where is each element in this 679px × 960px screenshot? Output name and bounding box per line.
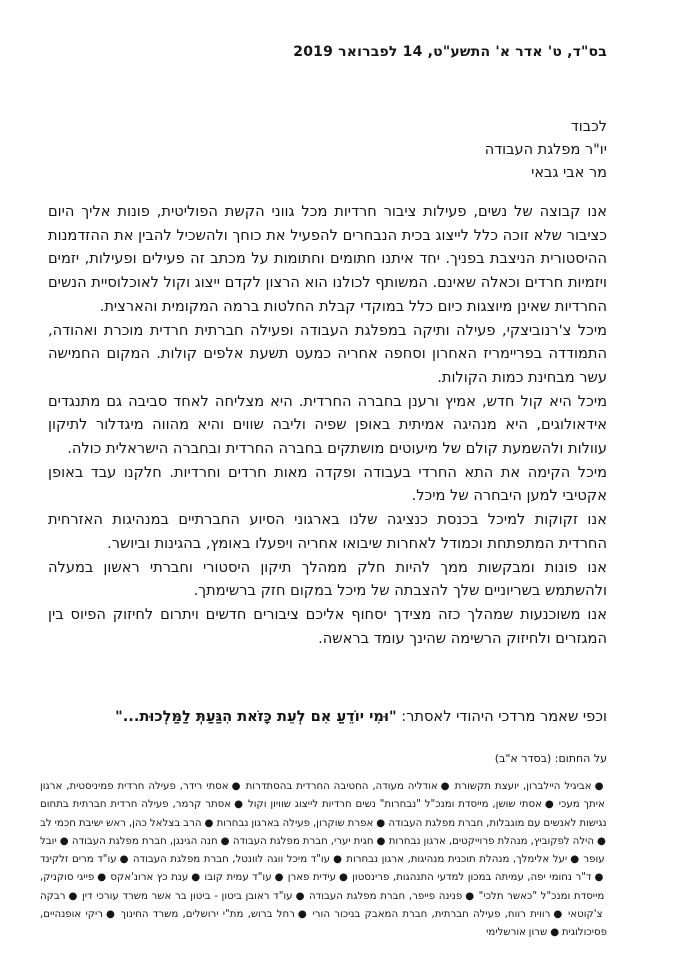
bullet-dot: ● [376,835,386,847]
signatory-item: שרון אורשלימי [486,927,548,939]
body-paragraph: מיכל הקימה את התא החרדי בעבודה ופקדה מאות חרדים וחרדיות. חלקנו עבד באופן אקטיבי למען היבחרה של מיכל. [48,463,607,505]
bullet-dot: ● [553,909,564,921]
signatories-list [40,778,607,943]
signatory-item: יובל עופר [40,835,605,866]
bullet-dot: ● [295,890,306,902]
body-paragraph: אנו זקוקות למיכל בכנסת כנציגה שלנו בארגוני הסיוע החברתיים במנהיגות האזרחית החרדית המתפתחת וכמודל לאחרות שיבואו אחריה ויפעלו באומץ, בהגינות וביושר. [48,511,607,552]
bullet-dot: ● [339,872,349,884]
letter-date: בס"ד, ט' אדר א' התשע"ט, 14 לפברואר 2019 [293,44,607,60]
signatory-item: אפרת שוקרון, פעילה בארגון נבחרות [216,817,374,829]
signatory-item: חנה הגינגן, חברת מפלגת העבודה [71,835,218,847]
bullet-dot: ● [220,835,230,847]
bullet-dot: ● [544,799,555,811]
signatory-item: אסתי שושן, מייסדת ומנכ"ל "נבחרות" נשים חרדיות לייצוג שוויון וקול [247,799,542,811]
signatory-item: הרב בצלאל כהן, ראש ישיבת חכמי לב [40,817,202,829]
body-paragraph: אנו קבוצה של נשים, פעילות ציבור חרדיות מכל גווני הקשת הפוליטית, פונות אליך היום כציבור שלא זוכה כלל לייצוג בכית הנבחרים להפעיל את כוחך ולהשכיל להבין את ההזדמנות ההיסטורית הניצבת בפניך. יחד איתנו חתומים וחתומות על מכתב זה פעילים ופעילות, יזמים ויזמיות חרדים וכאלה שאינם. המשותף לכולנו הוא הרצון לקדם ייצוג וקול לאוכלוסיית הנשים החרדיות שאינן מיוצגות כיום כלל במוקדי קבלת החלטות ברמה המקומית והארצית. [48,203,607,315]
signatory-item: עו"ד עמית קובו [204,872,272,884]
body-paragraph: מיכל היא קול חדש, אמיץ ורענן בחברה החרדית. היא מצליחה לאחד סביבה גם מתנגדים אידאולוגים, היא מנהיגה אמיתית באופן שפיה וליבה שווים והיא מהווה מיגדלור לתיקון עוולות ולהשמעת קולם של מיעוטים מושתקים בחברה החרדית ובחברה הישראלית כולה. [48,392,607,458]
bullet-dot: ● [597,835,607,847]
bullet-dot: ● [465,890,476,902]
body-paragraph: אנו פונות ומבקשות ממך להיות חלק ממהלך תיקון היסטורי וחברתי ראשון במעלה ולהשתמש בשריוניים שלך להצבתה של מיכל במקום חזק ברשימתך. [48,558,607,600]
bullet-dot: ● [204,817,214,829]
signatory-item: פייגי סוקניק, מייסדת ומנכ"ל "כאשר תלכי" [40,872,605,902]
quote-intro: וכפי שאמר מרדכי היהודי לאסתר: [396,708,607,725]
signatory-item: עו"ד מרים זלקינד [40,854,117,866]
address-line: יו"ר מפלגת העבודה [484,142,607,158]
signatory-item: יעל אלימלך, מנהלת תוכנית מנהיגות, ארגון נבחרות [346,854,568,866]
bullet-dot: ● [274,872,285,884]
signatory-item: רווית רווח, פעילה חברתית, חברת המאבק בניכור הורי [312,909,551,921]
bullet-dot: ● [68,890,79,902]
signatory-item: ענת כץ ארונ'אקס [110,872,189,884]
signatory-item: הילה לפקוביץ, מנהלת פרוייקטים, ארגון נבחרות [388,835,595,847]
bullet-dot: ● [333,854,343,866]
body-paragraph: מיכל צ'רנוביצקי, פעילה ותיקה במפלגת העבודה ופעילה חברתית חרדית מוכרת ואהודה, התמודדה בפריימריז האחרון וסחפה אחריה כמעט תשעת אלפים קולות. המקום החמישה עשר מבחינת כמות הקולות. [48,321,607,386]
signatory-item: עידית פארן [287,872,337,884]
signatory-item: עו"ד ראובן ביטון - ביטון בר אשר משרד עורכי דין [81,890,293,902]
bullet-dot: ● [191,872,201,884]
signatory-item: חגית יערי, חברת מפלגת העבודה [232,835,374,847]
bullet-dot: ● [570,854,580,866]
bullet-dot: ● [594,872,605,884]
signatory-item: עו"ד מיכל ווגה לוונטל, חברת מפלגת העבודה [132,854,331,866]
bullet-dot: ● [550,927,560,939]
quote-text: "וּמִי יוֹדֵעַ אִם לְעֵת כָּזֹאת הִגַּעַתְּ לַמַּלְכוּת..." [115,708,397,725]
signatory-item: פנינה פייפר, חברת מפלגת העבודה [309,890,463,902]
bullet-dot: ● [97,872,107,884]
address-line: מר אבי גבאי [531,165,607,181]
closing-quote [40,706,607,728]
bullet-dot: ● [376,817,386,829]
signatories-label: על החתום: (בסדר א"ב) [494,752,607,765]
signatory-item: אסתי רידר, פעילה חרדית פמיניסטית, ארגון איתך מעכי [40,781,605,811]
address-line: לכבוד [570,119,607,135]
signatory-item: ריקי אופנהיים, פסיכולוגית [40,909,607,939]
bullet-dot: ● [119,854,130,866]
signatory-item: אביגיל היילברון, יועצת תקשורת [454,781,592,792]
signatory-item: ד"ר נחומי יפה, עמיתה במכון למדעי התנהגות, פרינסטון [352,872,592,884]
body-paragraph: אנו משוכנעות שמהלך כזה מצידך יסחוף אליכם ציבורים חדשים ויתרום לחיזוק הפיוס בין המגזרים ולחיזוק הרשימה שהינך עומד בראשה. [48,605,607,647]
bullet-dot: ● [106,909,117,921]
letter-body [48,200,607,650]
bullet-dot: ● [234,799,245,811]
recipient-address [40,116,607,185]
signatory-item: אודליה מעודה, החטיבה החרדית בהסתדרות [245,781,438,792]
bullet-dot: ● [297,909,309,921]
signatory-item: רבקה צ'קוטאי [40,890,603,921]
bullet-dot: ● [594,781,605,792]
signatory-item: רחל ברוש, מת"י ירושלים, משרד החינוך [120,909,295,921]
bullet-dot: ● [440,781,451,792]
signatory-item: אסתר קרמר, פעילה חרדית חברתית בתחום נגישות לאנשים עם מוגבלות, חברת מפלגת העבודה [40,799,607,829]
bullet-dot: ● [59,835,69,847]
bullet-dot: ● [231,781,242,792]
